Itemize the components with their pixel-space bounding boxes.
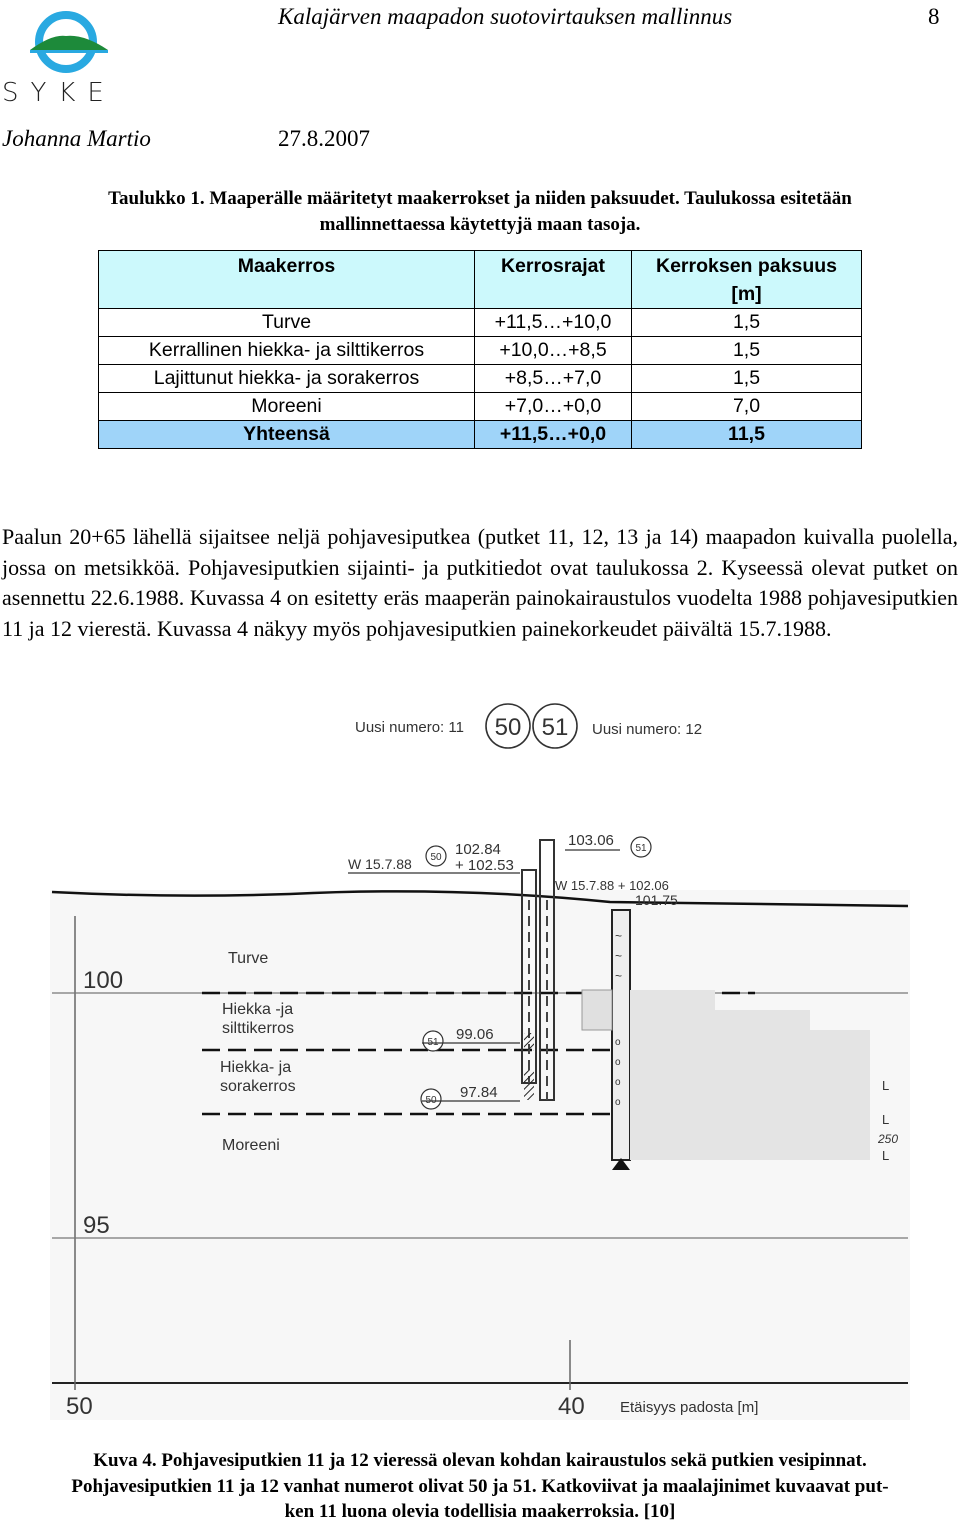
- small-circle-51: 51: [635, 843, 647, 854]
- drilling-profile-drawing: [50, 700, 910, 1420]
- mark-l-1: L: [882, 1078, 890, 1093]
- author: Johanna Martio: [2, 126, 151, 151]
- figure-caption: [0, 1448, 960, 1525]
- document-date: 27.8.2007: [278, 126, 370, 151]
- x-label-50: 50: [66, 1393, 93, 1420]
- label-new-number-11: Uusi numero: 11: [355, 719, 464, 736]
- table-total-row: [99, 421, 862, 449]
- cell-bounds: +11,5…+10,0: [475, 309, 632, 337]
- svg-text:o: o: [615, 1097, 621, 1108]
- pipe-circle-50: 50: [494, 714, 522, 741]
- table-row: [99, 365, 862, 393]
- body-paragraph: Paalun 20+65 lähellä sijaitsee neljä pohjavesiputkea (putket 11, 12, 13 ja 14) maapadon kuivalla puolella, jossa on metsikköä. Pohjavesiputkien sijainti- ja putkitiedot ovat taulukossa 2. Kyseessä olevat putket on asennettu 22.6.1988. Kuvassa 4 on esitetty eräs maaperän painokairaustulos vuodelta 1988 pohjavesiputkien 11 ja 12 vierestä. Kuvassa 4 näkyy myös pohjavesiputkien painekorkeudet päivältä 15.7.1988.: [2, 524, 958, 641]
- page-number: 8: [928, 4, 940, 29]
- label-10284: 102.84: [455, 841, 501, 858]
- x-axis-label: Etäisyys padosta [m]: [620, 1399, 759, 1416]
- table-row: [99, 393, 862, 421]
- total-label: Yhteensä: [99, 421, 475, 449]
- cell-thickness: 7,0: [632, 393, 862, 421]
- y-label-100: 100: [83, 967, 124, 994]
- table-row: [99, 309, 862, 337]
- label-new-number-12: Uusi numero: 12: [592, 721, 703, 738]
- cell-layer: Kerrallinen hiekka- ja silttikerros: [99, 337, 475, 365]
- cell-layer: Lajittunut hiekka- ja sorakerros: [99, 365, 475, 393]
- header-paksuus: [632, 251, 862, 309]
- svg-text:o: o: [615, 1077, 621, 1088]
- cell-thickness: 1,5: [632, 365, 862, 393]
- cell-thickness: 1,5: [632, 337, 862, 365]
- label-9906: 99.06: [456, 1026, 494, 1043]
- mark-l-3: L: [882, 1148, 890, 1163]
- y-label-95: 95: [83, 1212, 110, 1239]
- header-kerrosrajat: Kerrosrajat: [475, 251, 632, 309]
- label-w-left: W 15.7.88: [348, 856, 412, 872]
- pipe-circle-51: 51: [541, 714, 569, 741]
- cell-bounds: +8,5…+7,0: [475, 365, 632, 393]
- layer-hiekka-sora-2: sorakerros: [220, 1078, 296, 1095]
- table-caption-line1: Taulukko 1. Maaperälle määritetyt maakerrokset ja niiden paksuudet. Taulukossa esitetään: [108, 188, 852, 209]
- svg-text:~: ~: [615, 949, 623, 963]
- figure-caption-line3: ken 11 luona olevia todellisia maakerroksia. [10]: [284, 1501, 676, 1522]
- table-caption: [20, 186, 940, 238]
- drilling-profile-figure: [50, 700, 910, 1420]
- small-circle-51-level: 51: [427, 1037, 439, 1048]
- layer-hiekka-sora-1: Hiekka- ja: [220, 1059, 292, 1076]
- soil-layer-table: [98, 250, 862, 449]
- svg-text:~: ~: [615, 969, 623, 983]
- table-caption-line2: mallinnettaessa käytettyjä maan tasoja.: [319, 214, 641, 235]
- syke-logo: [22, 6, 114, 76]
- document-title: Kalajärven maapadon suotovirtauksen mallinnus: [278, 4, 733, 29]
- header-paksuus-unit: [m]: [731, 283, 762, 305]
- label-10175: 101.75: [635, 892, 678, 908]
- label-10306: 103.06: [568, 832, 614, 849]
- figure-caption-line1: Kuva 4. Pohjavesiputkien 11 ja 12 vieressä olevan kohdan kairaustulos sekä putkien vesipinnat.: [93, 1450, 867, 1471]
- cell-layer: Turve: [99, 309, 475, 337]
- cell-thickness: 1,5: [632, 309, 862, 337]
- header-paksuus-label: Kerroksen paksuus: [656, 255, 837, 277]
- layer-hiekka-silt-1: Hiekka -ja: [222, 1001, 294, 1018]
- svg-text:o: o: [615, 1037, 621, 1048]
- svg-text:o: o: [615, 1057, 621, 1068]
- label-w-right: W 15.7.88 + 102.06: [555, 878, 669, 893]
- cell-bounds: +10,0…+8,5: [475, 337, 632, 365]
- x-label-40: 40: [558, 1393, 585, 1420]
- layer-turve: Turve: [228, 950, 269, 967]
- layer-hiekka-silt-2: silttikerros: [222, 1020, 295, 1037]
- total-bounds: +11,5…+0,0: [475, 421, 632, 449]
- label-10253: + 102.53: [455, 857, 514, 874]
- svg-text:~: ~: [615, 929, 623, 943]
- table-header-row: [99, 251, 862, 309]
- figure-caption-line2: Pohjavesiputkien 11 ja 12 vanhat numerot olivat 50 ja 51. Katkoviivat ja maalajinimet kuvaavat put-: [71, 1475, 889, 1497]
- logo-text: SYKE: [2, 78, 116, 108]
- cell-layer: Moreeni: [99, 393, 475, 421]
- layer-moreeni: Moreeni: [222, 1137, 280, 1154]
- label-9784: 97.84: [460, 1084, 498, 1101]
- total-thickness: 11,5: [632, 421, 862, 449]
- small-circle-50: 50: [430, 852, 442, 863]
- mark-l-2: L: [882, 1112, 890, 1127]
- label-250: 250: [878, 1132, 899, 1146]
- small-circle-50-level: 50: [425, 1095, 437, 1106]
- header-maakerros: Maakerros: [99, 251, 475, 309]
- table-row: [99, 337, 862, 365]
- cell-bounds: +7,0…+0,0: [475, 393, 632, 421]
